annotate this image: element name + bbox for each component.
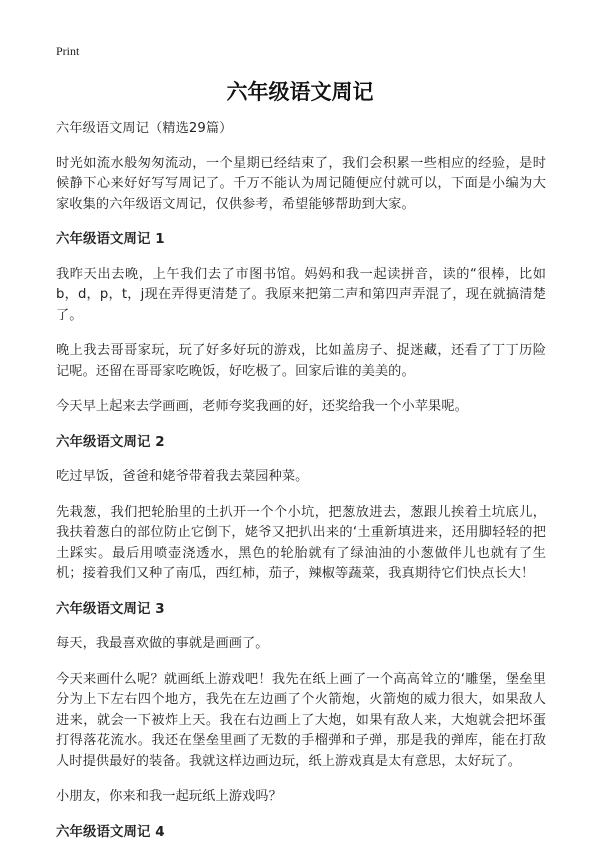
section-2-paragraph-2: 先栽葱，我们把轮胎里的土扒开一个个小坑，把葱放进去，葱跟儿挨着土坑底儿，我扶着葱白的部位防止它倒下，姥爷又把扒出来的‘土重新填进来，还用脚轻轻的把土踩实。最后用喷壶浇透水，黑色的轮胎就有了绿油油的小葱做伴儿也就有了生机；接着我们又种了南瓜，西红柿，茄子，辣椒等蔬菜，我真期待它们快点长大！ bbox=[56, 504, 546, 581]
print-link[interactable]: Print bbox=[56, 44, 80, 58]
page-title: 六年级语文周记 bbox=[226, 80, 374, 104]
section-3-paragraph-2: 今天来画什么呢？就画纸上游戏吧！我先在纸上画了一个高高耸立的‘雕堡，堡垒里分为上下左右四个地方，我先在左边画了个火箭炮，火箭炮的威力很大，如果敌人进来，就会一下被炸上天。我在右边画上了大炮，如果有敌人来，大炮就会把坏蛋打得落花流水。我还在堡垒里画了无数的手榴弹和子弹，那是我的弹库，能在打敌人时提供最好的装备。我就这样边画边玩，纸上游戏真是太有意思，太好玩了。 bbox=[56, 671, 546, 769]
section-1-paragraph-1: 我昨天出去晚，上午我们去了市图书馆。妈妈和我一起读拼音，读的“很棒，比如b，d，p，t，j现在弄得更清楚了。我原来把第二声和第四声弄混了，现在就搞清楚了。 bbox=[56, 266, 546, 323]
intro-paragraph: 时光如流水般匆匆流动，一个星期已经结束了，我们会积累一些相应的经验，是时候静下心来好好写写周记了。千万不能认为周记随便应付就可以，下面是小编为大家收集的六年级语文周记，仅供参考，希望能够帮助到大家。 bbox=[56, 155, 546, 212]
section-heading-3: 六年级语文周记 3 bbox=[56, 601, 165, 617]
section-3-paragraph-1: 每天，我最喜欢做的事就是画画了。 bbox=[56, 636, 269, 651]
section-1-paragraph-2: 晚上我去哥哥家玩，玩了好多好玩的游戏，比如盖房子、捉迷藏，还看了丁丁历险记呢。还留在哥哥家吃晚饭，好吃极了。回家后谁的美美的。 bbox=[56, 343, 546, 379]
section-1-paragraph-3: 今天早上起来去学画画，老师夸奖我画的好，还奖给我一个小苹果呢。 bbox=[56, 399, 468, 414]
article-subtitle: 六年级语文周记（精选29篇） bbox=[56, 121, 233, 136]
section-3-paragraph-3: 小朋友，你来和我一起玩纸上游戏吗？ bbox=[56, 789, 282, 804]
section-heading-2: 六年级语文周记 2 bbox=[56, 434, 165, 450]
section-heading-4: 六年级语文周记 4 bbox=[56, 824, 165, 840]
section-heading-1: 六年级语文周记 1 bbox=[56, 232, 165, 247]
section-2-paragraph-1: 吃过早饭，爸爸和姥爷带着我去菜园种菜。 bbox=[56, 469, 309, 484]
article-body bbox=[56, 119, 546, 857]
